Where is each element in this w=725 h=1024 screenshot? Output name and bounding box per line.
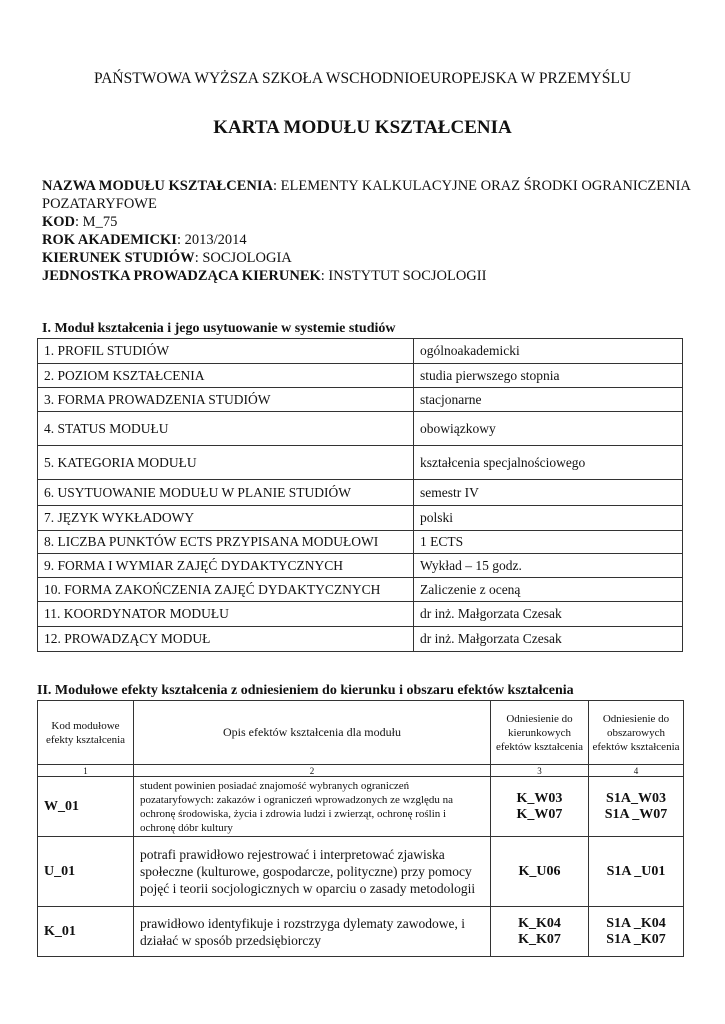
- row-value: semestr IV: [414, 480, 683, 506]
- table-row: [38, 339, 683, 364]
- field-reference: K_W03 K_W07: [491, 777, 589, 837]
- info-unit: JEDNOSTKA PROWADZĄCA KIERUNEK: INSTYTUT SOCJOLOGII: [42, 268, 487, 284]
- row-label: 7. JĘZYK WYKŁADOWY: [38, 506, 414, 531]
- table-row: [38, 506, 683, 531]
- row-value: studia pierwszego stopnia: [414, 364, 683, 388]
- row-label: 4. STATUS MODUŁU: [38, 412, 414, 446]
- row-value: stacjonarne: [414, 388, 683, 412]
- area-reference: S1A_W03 S1A _W07: [589, 777, 684, 837]
- column-header: Odniesienie do obszarowych efektów kształcenia: [589, 701, 684, 765]
- row-value: polski: [414, 506, 683, 531]
- outcome-code: W_01: [38, 777, 134, 837]
- row-label: 1. PROFIL STUDIÓW: [38, 339, 414, 364]
- row-value: dr inż. Małgorzata Czesak: [414, 602, 683, 627]
- outcome-code: K_01: [38, 907, 134, 957]
- module-table: [37, 338, 683, 652]
- outcome-row: [38, 777, 684, 837]
- info-year: ROK AKADEMICKI: 2013/2014: [42, 232, 247, 248]
- outcomes-table: [37, 700, 684, 957]
- row-label: 3. FORMA PROWADZENIA STUDIÓW: [38, 388, 414, 412]
- outcome-description: potrafi prawidłowo rejestrować i interpretować zjawiska społeczne (kulturowe, gospodarcze, polityczne) przy pomocy pojęć i teorii socjologicznych w oparciu o zasady metodologii: [134, 837, 491, 907]
- field-reference: K_U06: [491, 837, 589, 907]
- info-code: KOD: M_75: [42, 214, 118, 230]
- school-name: PAŃSTWOWA WYŻSZA SZKOŁA WSCHODNIOEUROPEJSKA W PRZEMYŚLU: [94, 70, 631, 87]
- field-reference: K_K04 K_K07: [491, 907, 589, 957]
- outcome-row: [38, 907, 684, 957]
- table-row: [38, 446, 683, 480]
- row-value: ogólnoakademicki: [414, 339, 683, 364]
- table-row: [38, 554, 683, 578]
- row-value: Zaliczenie z oceną: [414, 578, 683, 602]
- info-name: NAZWA MODUŁU KSZTAŁCENIA: ELEMENTY KALKULACYJNE ORAZ ŚRODKI OGRANICZENIA POZATARYFOWE: [42, 178, 691, 212]
- section1-title: I. Moduł kształcenia i jego usytuowanie w systemie studiów: [42, 321, 396, 336]
- table-row: [38, 388, 683, 412]
- column-number: 1: [38, 765, 134, 777]
- header-row: [38, 701, 684, 765]
- row-label: 8. LICZBA PUNKTÓW ECTS PRZYPISANA MODUŁOWI: [38, 531, 414, 554]
- row-label: 10. FORMA ZAKOŃCZENIA ZAJĘĆ DYDAKTYCZNYCH: [38, 578, 414, 602]
- row-value: kształcenia specjalnościowego: [414, 446, 683, 480]
- section2-title: II. Modułowe efekty kształcenia z odniesieniem do kierunku i obszaru efektów kształcenia: [37, 683, 574, 698]
- table-row: [38, 531, 683, 554]
- outcome-row: [38, 837, 684, 907]
- table-row: [38, 602, 683, 627]
- row-label: 5. KATEGORIA MODUŁU: [38, 446, 414, 480]
- table-row: [38, 578, 683, 602]
- row-label: 2. POZIOM KSZTAŁCENIA: [38, 364, 414, 388]
- outcome-code: U_01: [38, 837, 134, 907]
- column-number: 3: [491, 765, 589, 777]
- column-header: Odniesienie do kierunkowych efektów kształcenia: [491, 701, 589, 765]
- column-header: Opis efektów kształcenia dla modułu: [134, 701, 491, 765]
- table-row: [38, 627, 683, 652]
- number-row: [38, 765, 684, 777]
- row-value: dr inż. Małgorzata Czesak: [414, 627, 683, 652]
- row-label: 9. FORMA I WYMIAR ZAJĘĆ DYDAKTYCZNYCH: [38, 554, 414, 578]
- document-title: KARTA MODUŁU KSZTAŁCENIA: [213, 117, 512, 138]
- row-value: Wykład – 15 godz.: [414, 554, 683, 578]
- row-value: obowiązkowy: [414, 412, 683, 446]
- outcome-description: prawidłowo identyfikuje i rozstrzyga dylematy zawodowe, i działać w sposób przedsiębiorczy: [134, 907, 491, 957]
- module-info: [42, 177, 692, 285]
- row-label: 6. USYTUOWANIE MODUŁU W PLANIE STUDIÓW: [38, 480, 414, 506]
- outcome-description: student powinien posiadać znajomość wybranych ograniczeń pozataryfowych: zakazów i ograniczeń wprowadzonych ze względu na ochronę środowiska, życia i zdrowia ludzi i zwierząt, ochronę roślin i ochronę dóbr kultury: [134, 777, 491, 837]
- column-number: 2: [134, 765, 491, 777]
- table-row: [38, 412, 683, 446]
- row-value: 1 ECTS: [414, 531, 683, 554]
- info-field: KIERUNEK STUDIÓW: SOCJOLOGIA: [42, 250, 292, 266]
- table-row: [38, 364, 683, 388]
- area-reference: S1A _K04 S1A _K07: [589, 907, 684, 957]
- area-reference: S1A _U01: [589, 837, 684, 907]
- table-row: [38, 480, 683, 506]
- row-label: 12. PROWADZĄCY MODUŁ: [38, 627, 414, 652]
- row-label: 11. KOORDYNATOR MODUŁU: [38, 602, 414, 627]
- column-header: Kod modułowe efekty kształcenia: [38, 701, 134, 765]
- column-number: 4: [589, 765, 684, 777]
